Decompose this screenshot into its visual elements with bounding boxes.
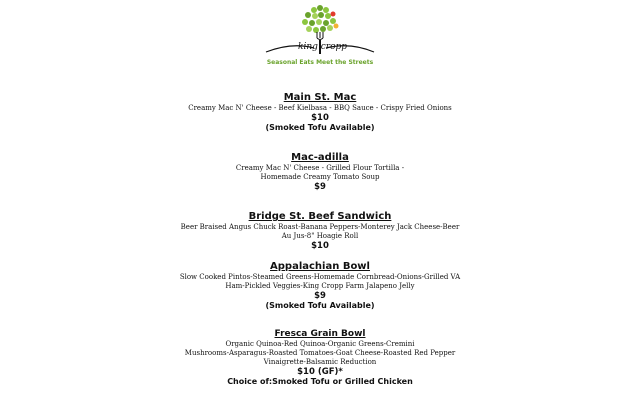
tree-leaves-icon bbox=[302, 5, 339, 33]
menu-item-desc: Homemade Creamy Tomato Soup bbox=[260, 173, 380, 181]
menu-item-note: Choice of:Smoked Tofu or Grilled Chicken bbox=[227, 377, 413, 386]
menu-item-title: Fresca Grain Bowl bbox=[274, 329, 366, 339]
menu-item-desc: Creamy Mac N' Cheese - Beef Kielbasa - BBQ Sauce - Crispy Fried Onions bbox=[188, 104, 452, 112]
menu-item-mac-adilla bbox=[0, 152, 640, 192]
menu-item-note: (Smoked Tofu Available) bbox=[265, 123, 375, 132]
menu-item-desc: Ham-Pickled Veggies-King Cropp Farm Jalapeno Jelly bbox=[225, 282, 415, 290]
menu-item-desc: Organic Quinoa-Red Quinoa-Organic Greens-Cremini bbox=[225, 340, 415, 348]
menu-item-desc: Mushrooms-Asparagus-Roasted Tomatoes-Goat Cheese-Roasted Red Pepper bbox=[184, 349, 456, 357]
logo-text: king cropp bbox=[298, 42, 348, 52]
menu-item-title: Bridge St. Beef Sandwich bbox=[248, 211, 392, 222]
menu-item-desc: Beer Braised Angus Chuck Roast-Banana Peppers-Monterey Jack Cheese-Beer bbox=[180, 223, 460, 231]
menu-item-price: $10 bbox=[311, 113, 329, 123]
menu-item-appalachian-bowl bbox=[0, 261, 640, 311]
menu-item-main-st-mac bbox=[0, 92, 640, 133]
menu-item-desc: Vinaigrette-Balsamic Reduction bbox=[263, 358, 377, 366]
menu-item-fresca-grain-bowl bbox=[0, 328, 640, 387]
tagline: Seasonal Eats Meet the Streets bbox=[266, 59, 374, 66]
menu-item-desc: Au Jus-8" Hoagie Roll bbox=[281, 232, 359, 240]
menu-item-desc: Creamy Mac N' Cheese - Grilled Flour Tortilla - bbox=[235, 164, 405, 172]
menu-item-price: $10 bbox=[311, 241, 329, 251]
menu-item-price: $9 bbox=[314, 182, 326, 192]
menu-item-price: $10 (GF)* bbox=[297, 367, 343, 377]
menu-item-title: Mac-adilla bbox=[291, 152, 349, 163]
menu-item-bridge-st-beef-sandwich bbox=[0, 211, 640, 251]
tree-fork-logo-icon bbox=[262, 2, 378, 60]
menu-item-title: Main St. Mac bbox=[283, 92, 357, 103]
menu-item-title: Appalachian Bowl bbox=[270, 261, 370, 272]
menu-item-price: $9 bbox=[314, 291, 326, 301]
menu-item-desc: Slow Cooked Pintos-Steamed Greens-Homemade Cornbread-Onions-Grilled VA bbox=[179, 273, 461, 281]
menu-item-note: (Smoked Tofu Available) bbox=[265, 301, 375, 310]
